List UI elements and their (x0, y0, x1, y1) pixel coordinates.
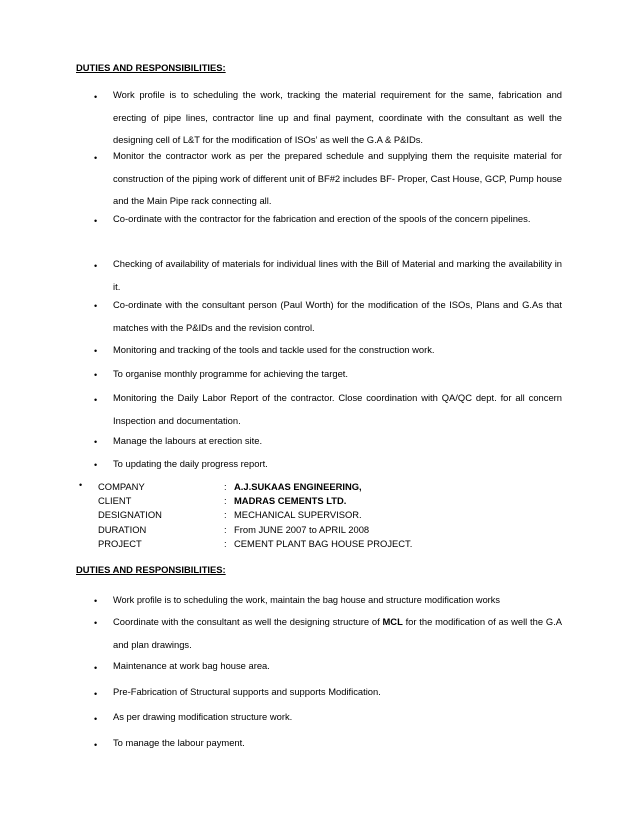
duty2-item-5: As per drawing modification structure work. (113, 711, 293, 722)
duty-item-9: Manage the labours at erection site. (113, 435, 263, 446)
job-label: DESIGNATION (98, 509, 162, 521)
job-value: MECHANICAL SUPERVISOR. (234, 509, 362, 521)
section-heading-duties-2: DUTIES AND RESPONSIBILITIES: (76, 564, 226, 575)
duty-item-6: Monitoring and tracking of the tools and tackle used for the construction work. (113, 344, 435, 355)
bullet-icon: • (94, 618, 98, 628)
bullet-icon: • (94, 596, 98, 606)
bullet-icon: • (94, 437, 98, 447)
job-separator: : (224, 509, 227, 521)
job-separator: : (224, 495, 227, 507)
bullet-icon: • (94, 261, 98, 271)
duty2-item-2 (113, 611, 562, 656)
duty-item-1: Work profile is to scheduling the work, tracking the material requirement for the same, fabrication and erecting of pipe lines, contractor line up and final payment, coordinate with the consultant as well the designing cell of L&T for the modification of ISOs’ as well the G.A & P&IDs. (113, 89, 562, 145)
bullet-icon: • (94, 153, 98, 163)
bullet-icon: • (94, 663, 98, 673)
duty-item-4: Checking of availability of materials for individual lines with the Bill of Material and marking the availability in it. (113, 258, 562, 292)
bullet-icon: • (94, 370, 98, 380)
job-separator: : (224, 537, 227, 549)
job-value: CEMENT PLANT BAG HOUSE PROJECT. (234, 537, 413, 549)
bullet-icon: • (94, 714, 98, 724)
duty2-item-1: Work profile is to scheduling the work, maintain the bag house and structure modification works (113, 595, 500, 605)
bullet-icon: • (94, 395, 98, 405)
duty2-item-2-text: for the modification of as well the G.A and plan drawings. (113, 616, 562, 650)
duty2-item-4: Pre-Fabrication of Structural supports and supports Modification. (113, 686, 381, 697)
job-label: PROJECT (98, 537, 142, 549)
bullet-icon: • (94, 740, 98, 750)
client-abbrev: MCL (382, 616, 403, 627)
bullet-icon: • (94, 92, 98, 102)
job-separator: : (224, 523, 227, 535)
duty-item-3: Co-ordinate with the contractor for the fabrication and erection of the spools of the concern pipelines. (113, 213, 531, 224)
bullet-icon: • (94, 689, 98, 699)
duty-item-5: Co-ordinate with the consultant person (Paul Worth) for the modification of the ISOs, Plans and G.As that matches with the P&IDs and the revision control. (113, 299, 562, 333)
duty2-item-6: To manage the labour payment. (113, 737, 245, 748)
duty-item-8: Monitoring the Daily Labor Report of the contractor. Close coordination with QA/QC dept. for all concern Inspection and documentation. (113, 392, 562, 426)
job-value: A.J.SUKAAS ENGINEERING, (234, 481, 362, 492)
section-heading-duties-1: DUTIES AND RESPONSIBILITIES: (76, 62, 226, 73)
job-value: From JUNE 2007 to APRIL 2008 (234, 523, 370, 535)
duty-item-10: To updating the daily progress report. (113, 458, 268, 469)
bullet-icon: • (94, 460, 98, 470)
bullet-icon: • (94, 301, 98, 311)
job-label: COMPANY (98, 481, 145, 492)
job-separator: : (224, 481, 227, 492)
bullet-icon: • (94, 216, 98, 226)
job-label: CLIENT (98, 495, 132, 507)
duty-item-2: Monitor the contractor work as per the prepared schedule and supplying them the requisite material for construction of the piping work of different unit of BF#2 includes BF- Proper, Cast House, GCP, Pump house and the Main Pipe rack connecting all. (113, 150, 562, 206)
duty2-item-3: Maintenance at work bag house area. (113, 660, 270, 671)
duty2-item-2-text: Coordinate with the consultant as well the designing structure of (113, 616, 383, 627)
duty-item-7: To organise monthly programme for achieving the target. (113, 368, 349, 379)
bullet-icon: • (79, 480, 83, 490)
job-label: DURATION (98, 523, 147, 535)
job-value: MADRAS CEMENTS LTD. (234, 495, 347, 507)
bullet-icon: • (94, 346, 98, 356)
